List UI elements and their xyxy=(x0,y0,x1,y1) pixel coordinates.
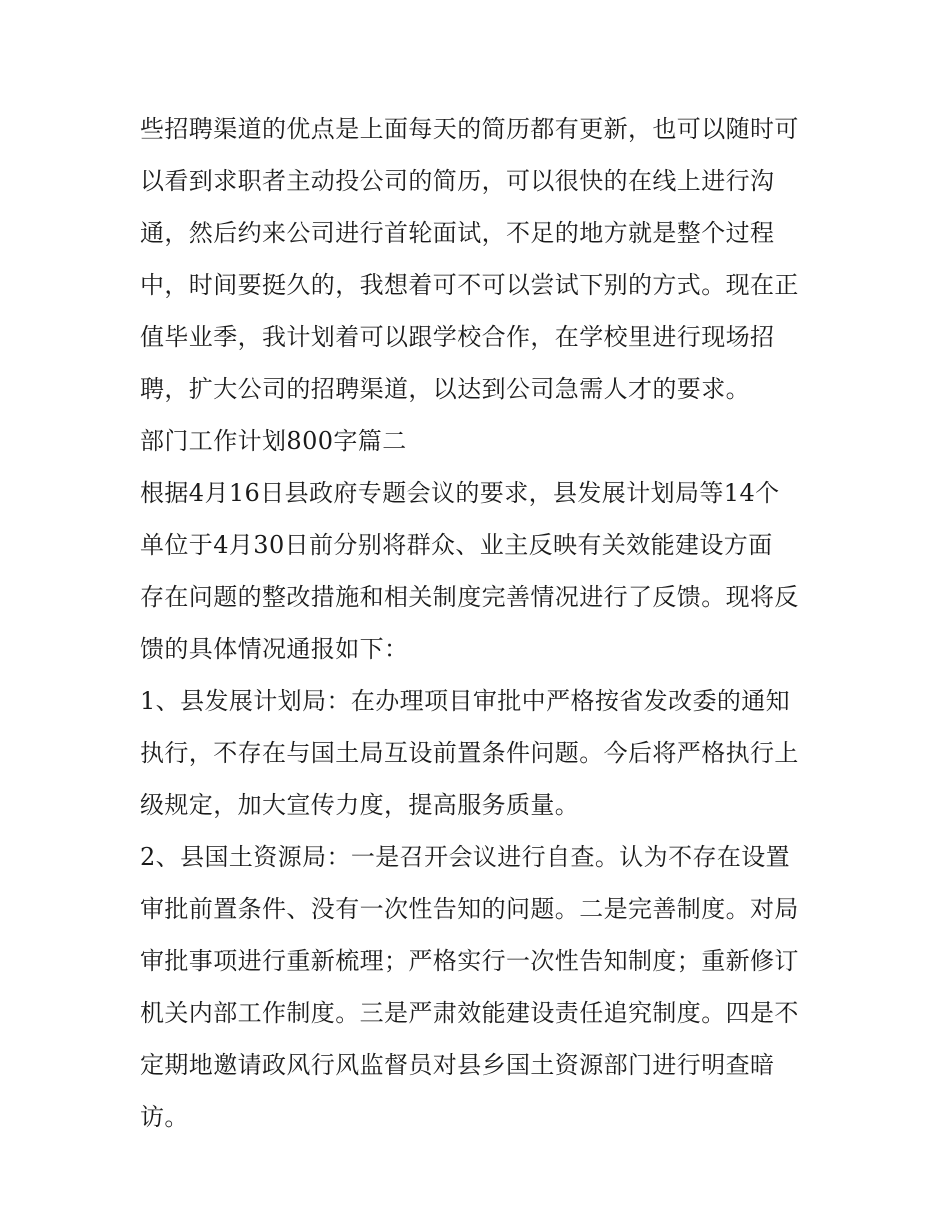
paragraph-line: 存在问题的整改措施和相关制度完善情况进行了反馈。现将反 xyxy=(140,583,799,611)
list-item-line: 审批事项进行重新梳理；严格实行一次性告知制度；重新修订 xyxy=(140,947,799,975)
paragraph-line: 聘，扩大公司的招聘渠道，以达到公司急需人才的要求。 xyxy=(140,375,750,403)
list-item-line: 定期地邀请政风行风监督员对县乡国土资源部门进行明查暗 xyxy=(140,1051,775,1079)
paragraph-line: 单位于4月30日前分别将群众、业主反映有关效能建设方面 xyxy=(140,531,773,559)
list-item-line: 执行，不存在与国土局互设前置条件问题。今后将严格执行上 xyxy=(140,739,799,767)
list-item-line: 机关内部工作制度。三是严肃效能建设责任追究制度。四是不 xyxy=(140,999,799,1027)
paragraph-line: 以看到求职者主动投公司的简历，可以很快的在线上进行沟 xyxy=(140,167,775,195)
paragraph-line: 馈的具体情况通报如下： xyxy=(140,635,409,663)
section-heading: 部门工作计划800字篇二 xyxy=(140,427,407,455)
document-body xyxy=(140,103,815,1143)
paragraph-line: 通，然后约来公司进行首轮面试，不足的地方就是整个过程 xyxy=(140,219,775,247)
list-item-line: 访。 xyxy=(140,1103,189,1131)
paragraph-line: 值毕业季，我计划着可以跟学校合作，在学校里进行现场招 xyxy=(140,323,775,351)
list-item-line: 1、县发展计划局：在办理项目审批中严格按省发改委的通知 xyxy=(140,687,791,715)
paragraph-line: 中，时间要挺久的，我想着可不可以尝试下别的方式。现在正 xyxy=(140,271,799,299)
list-item-line: 级规定，加大宣传力度，提高服务质量。 xyxy=(140,791,580,819)
paragraph-line: 根据4月16日县政府专题会议的要求，县发展计划局等14个 xyxy=(140,479,780,507)
paragraph-line: 些招聘渠道的优点是上面每天的简历都有更新，也可以随时可 xyxy=(140,115,799,143)
list-item-line: 审批前置条件、没有一次性告知的问题。二是完善制度。对局 xyxy=(140,895,799,923)
list-item-line: 2、县国土资源局：一是召开会议进行自查。认为不存在设置 xyxy=(140,843,791,871)
